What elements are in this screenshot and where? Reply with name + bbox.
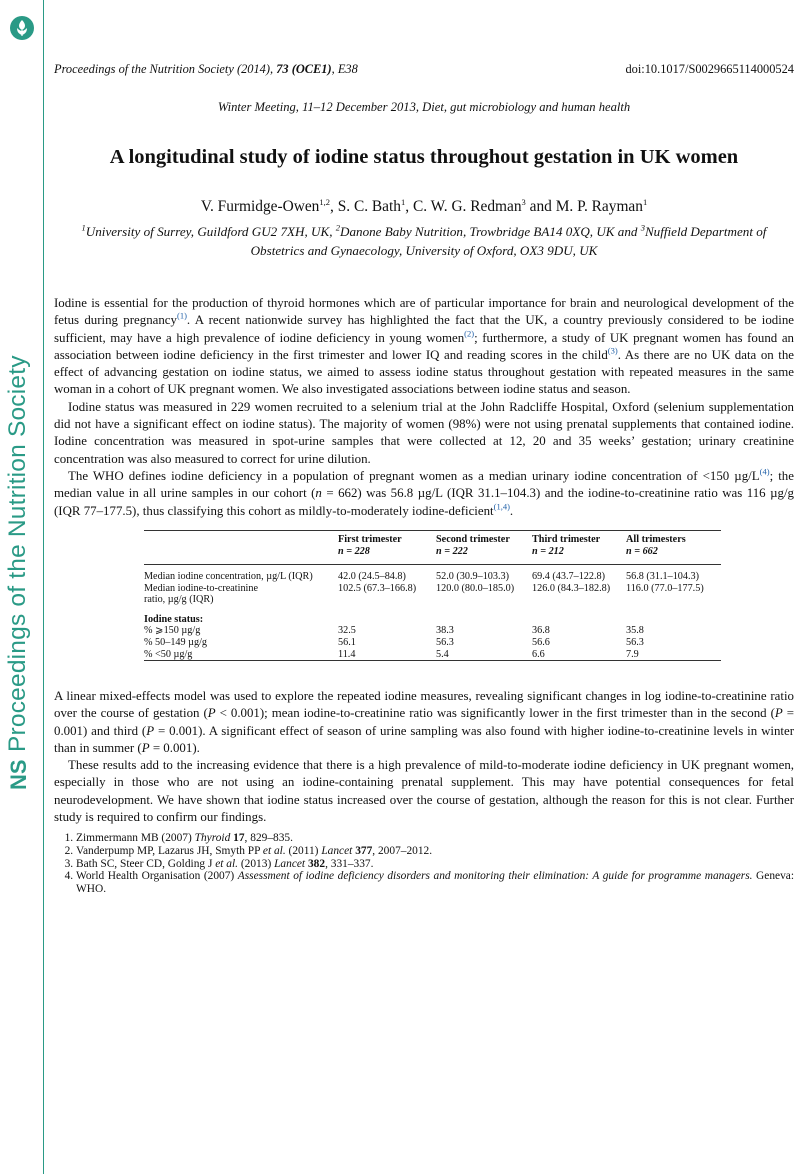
- running-header: [54, 62, 794, 77]
- citation-page: , E38: [331, 62, 358, 76]
- citation-link[interactable]: (3): [607, 345, 618, 356]
- journal-logo-icon: [10, 16, 34, 40]
- citation-link[interactable]: (4): [759, 466, 770, 477]
- journal-sidebar: [0, 0, 46, 1174]
- author: V. Furmidge-Owen$^{1,2}$: [200, 196, 330, 215]
- affiliations: $^1$University of Surrey, Guildford GU2 7XH, UK, $^2$Danone Baby Nutrition, Trowbridge BA14 0XQ, UK and $^3$Nuffield Department of Obstetrics and Gynaecology, University of Oxford, OX3 9DU, UK: [81, 222, 767, 258]
- article-title: A longitudinal study of iodine status throughout gestation in UK women: [109, 146, 739, 168]
- meeting-line: Winter Meeting, 11–12 December 2013, Diet, gut microbiology and human health: [217, 100, 631, 114]
- table-row: Median iodine concentration, µg/L (IQR) 42.0 (24.5–84.8) 52.0 (30.9–103.3) 69.4 (43.7–122.8) 56.8 (31.1–104.3): [144, 571, 700, 582]
- author-list: V. Furmidge-Owen$^{1,2}$, S. C. Bath$^1$, C. W. G. Redman$^3$ and M. P. Rayman$^1$: [200, 196, 648, 215]
- citation-volume: 73 (OCE1): [276, 62, 332, 76]
- table-row: % 50–149 µg/g 56.1 56.3 56.6 56.3: [144, 636, 644, 648]
- paragraph: Iodine status was measured in 229 women recruited to a selenium trial at the John Radcliffe Hospital, Oxford (selenium supplementation did not have a significant effect on iodine status). The majority of women (98%) were not using prenatal supplements that contained iodine. Iodine concentration was measured in spot-urine samples that were collected at 12, 20 and 35 weeks’ gestation; urinary creatinine concentration was also measured to correct for urine dilution.: [54, 399, 794, 466]
- ns-logo-mark: NS: [6, 759, 31, 790]
- author: C. W. G. Redman$^3$: [412, 196, 526, 215]
- sidebar-rule: [43, 0, 44, 1174]
- table-row: % ⩾150 µg/g 32.5 38.3 36.8 35.8: [144, 625, 644, 637]
- results-table: [144, 530, 721, 667]
- paragraph: Iodine is essential for the production of thyroid hormones which are of particular importance for brain and neurological development of the fetus during pregnancy$^{(1)}$. A recent nationwide survey has highlighted the fact that the UK, a country previously considered to be iodine sufficient, may have a high prevalence of iodine deficiency in young women$^{(2)}$; furthermore, a study of UK pregnant women has found an association between iodine deficiency in the first trimester and lower IQ and reading scores in the child$^{(3)}$. As there are no UK data on the effect of advancing gestation on iodine status, we aimed to assess iodine status throughout gestation with repeated measures in the same woman in a cohort of UK pregnant women. We also investigated associations between iodine status and season.: [54, 296, 795, 397]
- reference-item: 4. World Health Organisation (2007) Assessment of iodine deficiency disorders and monitoring their elimination: A guide for programme managers. Geneva: WHO.: [76, 870, 794, 896]
- table-col-header: All trimesters n = 662: [626, 531, 721, 565]
- reference-item: 1. Zimmermann MB (2007) Thyroid 17, 829–835.: [76, 832, 794, 845]
- citation-link[interactable]: (2): [464, 328, 475, 339]
- table-col-header: First trimester n = 228: [338, 531, 436, 565]
- table-col-header: Second trimester n = 222: [436, 531, 532, 565]
- paragraph: The WHO defines iodine deficiency in a population of pregnant women as a median urinary iodine concentration of <150 µg/L$^{(4)}$; the median value in all urine samples in our cohort (n = 662) was 56.8 µg/L (IQR 31.1–104.3) and the iodine-to-creatinine ratio was 116 µg/g (IQR 77–177.5), thus classifying this cohort as mildly-to-moderately iodine-deficient$^{(1,4)}$.: [54, 466, 794, 518]
- citation-year: (2014),: [236, 62, 274, 76]
- body-text-lower: [54, 688, 794, 826]
- paragraph: A linear mixed-effects model was used to explore the repeated iodine measures, revealing significant changes in log iodine-to-creatinine ratio over the course of gestation (P < 0.001); mean iodine-to-creatinine ratio was significantly lower in the first trimester than in the second (P = 0.001) and third (P = 0.001). A significant effect of season of urine sampling was also found with higher iodine-to-creatinine levels in winter than in summer (P = 0.001).: [54, 689, 795, 755]
- reference-list: [54, 832, 794, 896]
- reference-item: 2. Vanderpump MP, Lazarus JH, Smyth PP et al. (2011) Lancet 377, 2007–2012.: [76, 845, 794, 858]
- author: S. C. Bath$^1$: [337, 196, 406, 215]
- journal-name-vertical: Proceedings of the Nutrition Society: [4, 355, 31, 752]
- citation-link[interactable]: (1,4): [493, 501, 510, 512]
- table-header-empty: [144, 531, 338, 565]
- author: M. P. Rayman$^1$: [555, 196, 648, 215]
- table-section-heading: Iodine status:: [144, 613, 204, 625]
- table-row: % <50 µg/g 11.4 5.4 6.6 7.9: [144, 648, 639, 660]
- paragraph: These results add to the increasing evidence that there is a high prevalence of mild-to-moderate iodine deficiency in UK pregnant women, especially in those who are not using an iodine-containing prenatal supplement. This may have potential consequences for fetal neurodevelopment. We have shown that iodine status increased over the course of gestation, although the reason for this is not clear. Further study is required to confirm our findings.: [54, 758, 794, 825]
- reference-item: 3. Bath SC, Steer CD, Golding J et al. (2013) Lancet 382, 331–337.: [76, 858, 794, 871]
- table-col-header: Third trimester n = 212: [532, 531, 626, 565]
- table-row: Median iodine-to-creatinine ratio, µg/g (IQR) 102.5 (67.3–166.8) 120.0 (80.0–185.0) 126.0 (84.3–182.8) 116.0 (77.0–177.5): [144, 582, 704, 606]
- citation-journal: Proceedings of the Nutrition Society: [54, 62, 234, 76]
- body-text-upper: [54, 295, 794, 520]
- doi[interactable]: doi:10.1017/S0029665114000524: [625, 62, 794, 76]
- citation-link[interactable]: (1): [176, 311, 187, 321]
